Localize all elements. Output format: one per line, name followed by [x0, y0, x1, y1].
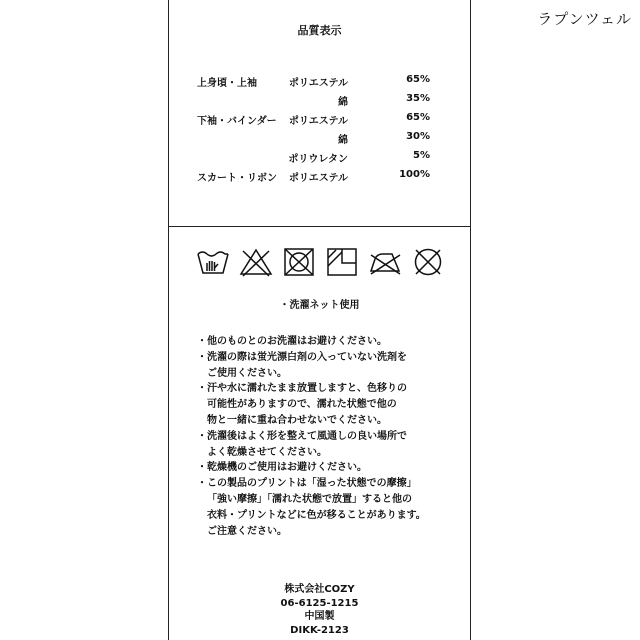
note-line: 衣料・プリントなどに色が移ることがあります。 — [207, 509, 426, 521]
composition-row — [169, 74, 470, 93]
note-line: 洗濯の際は蛍光漂白剤の入っていない洗剤を — [207, 351, 407, 363]
note-bullet: ・ — [197, 336, 207, 347]
care-label — [168, 0, 471, 640]
note-line: 「強い摩擦」「濡れた状態で放置」すると他の — [207, 493, 412, 505]
note-bullet: ・ — [197, 351, 207, 363]
part-name: スカート・リボン — [197, 173, 277, 184]
part-name: 下袖・バインダー — [197, 116, 277, 127]
note-bullet: ・ — [197, 430, 207, 442]
care-note — [197, 381, 457, 428]
material-name: ポリエステル — [288, 173, 348, 184]
company-phone: 06-6125-1215 — [280, 597, 359, 609]
product-code: DIKK-2123 — [290, 624, 349, 636]
no-tumble-dry-icon — [281, 246, 317, 278]
material-percent: 65% — [406, 112, 430, 123]
composition-row — [169, 112, 470, 131]
note-bullet: ・ — [197, 478, 207, 490]
care-note — [197, 350, 457, 382]
material-name: ポリウレタン — [288, 154, 348, 165]
note-line: よく乾燥させてください。 — [207, 446, 327, 458]
hand-wash-icon — [195, 246, 231, 278]
part-name: 上身頃・上袖 — [197, 78, 257, 89]
material-name: ポリエステル — [288, 116, 348, 127]
note-line: 他のものとのお洗濯はお避けください。 — [207, 336, 387, 347]
note-line: 乾燥機のご使用はお避けください。 — [207, 462, 367, 474]
country-of-origin: 中国製 — [304, 611, 335, 622]
note-line: 汗や水に濡れたまま放置しますと、色移りの — [207, 383, 407, 395]
note-line: ご使用ください。 — [207, 367, 287, 379]
material-name: ポリエステル — [288, 78, 348, 89]
care-symbols — [195, 246, 445, 278]
material-percent: 30% — [406, 131, 430, 142]
company-info — [169, 583, 470, 637]
note-line: ご注意ください。 — [207, 525, 287, 537]
care-note — [197, 334, 457, 350]
care-note — [197, 460, 457, 476]
line-dry-shade-icon — [324, 246, 360, 278]
note-line: 物と一緒に重ね合わせないでください。 — [207, 414, 387, 426]
no-iron-icon — [367, 246, 403, 278]
care-note — [197, 476, 457, 539]
material-percent: 100% — [399, 169, 430, 180]
material-percent: 5% — [413, 150, 430, 161]
composition-row — [169, 169, 470, 188]
composition-row — [169, 93, 470, 112]
care-subtitle: ・洗濯ネット使用 — [279, 300, 360, 311]
no-bleach-icon — [238, 246, 274, 278]
composition-table — [169, 74, 470, 188]
section-divider — [169, 226, 470, 227]
note-bullet: ・ — [197, 383, 207, 395]
composition-row — [169, 131, 470, 150]
note-line: 洗濯後はよく形を整えて風通しの良い場所で — [207, 430, 407, 442]
note-bullet: ・ — [197, 462, 207, 474]
note-line: この製品のプリントは「湿った状態での摩擦」 — [207, 478, 417, 490]
material-name: 綿 — [338, 97, 348, 108]
company-name: 株式会社COZY — [284, 584, 355, 595]
composition-row — [169, 150, 470, 169]
no-dry-clean-icon — [410, 246, 446, 278]
material-percent: 35% — [406, 93, 430, 104]
care-note — [197, 429, 457, 461]
care-notes — [197, 334, 457, 539]
quality-title: 品質表示 — [297, 24, 342, 37]
material-percent: 65% — [406, 74, 430, 85]
material-name: 綿 — [338, 135, 348, 146]
brand-name: ラプンツェル — [537, 10, 632, 28]
note-line: 可能性がありますので、濡れた状態で他の — [207, 399, 397, 411]
